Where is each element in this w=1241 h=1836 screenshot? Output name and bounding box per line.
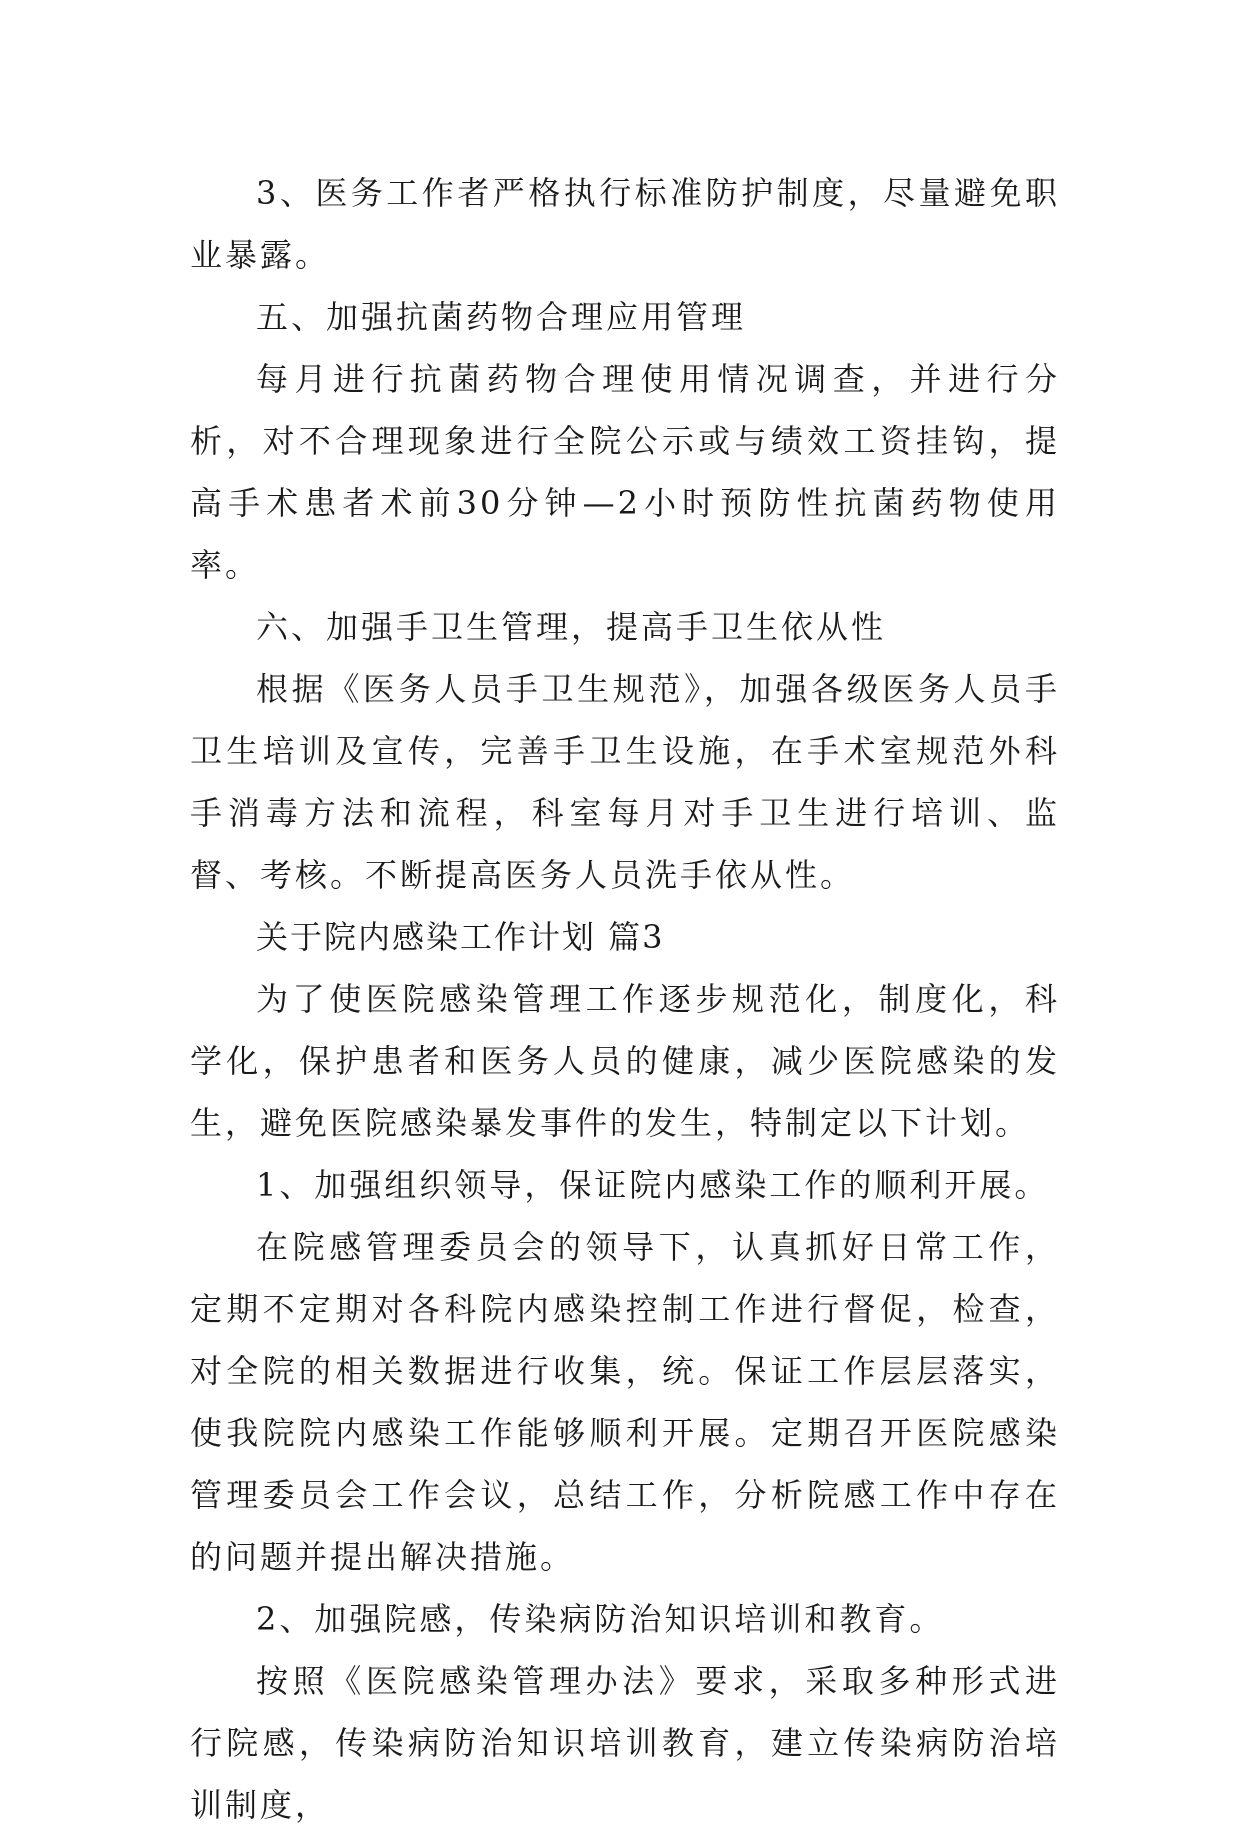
document-body [190, 162, 1060, 1836]
heading-organization-leadership: 1、加强组织领导，保证院内感染工作的顺利开展。 [256, 1166, 1050, 1204]
heading-training-education: 2、加强院感，传染病防治知识培训和教育。 [256, 1600, 945, 1638]
section-title-plan-3: 关于院内感染工作计划 篇3 [256, 918, 665, 956]
paragraph-occupational-exposure: 3、医务工作者严格执行标准防护制度，尽量避免职业暴露。 [190, 174, 1060, 274]
paragraph-hand-hygiene: 根据《医务人员手卫生规范》，加强各级医务人员手卫生培训及宣传，完善手卫生设施，在手术室规范外科手消毒方法和流程，科室每月对手卫生进行培训、监督、考核。不断提高医务人员洗手依从性。 [190, 670, 1060, 894]
paragraph-antibacterial-survey: 每月进行抗菌药物合理使用情况调查，并进行分析，对不合理现象进行全院公示或与绩效工资挂钩，提高手术患者术前30分钟—2小时预防性抗菌药物使用率。 [190, 360, 1060, 584]
heading-antibacterial-management: 五、加强抗菌药物合理应用管理 [256, 298, 747, 336]
heading-hand-hygiene: 六、加强手卫生管理，提高手卫生依从性 [256, 608, 887, 646]
paragraph-plan-intro: 为了使医院感染管理工作逐步规范化，制度化，科学化，保护患者和医务人员的健康，减少医院感染的发生，避免医院感染暴发事件的发生，特制定以下计划。 [190, 980, 1060, 1142]
paragraph-committee-work: 在院感管理委员会的领导下，认真抓好日常工作，定期不定期对各科院内感染控制工作进行督促，检查，对全院的相关数据进行收集，统。保证工作层层落实，使我院院内感染工作能够顺利开展。定期召开医院感染管理委员会工作会议，总结工作，分析院感工作中存在的问题并提出解决措施。 [190, 1228, 1060, 1576]
paragraph-training-system: 按照《医院感染管理办法》要求，采取多种形式进行院感，传染病防治知识培训教育，建立传染病防治培训制度， [190, 1662, 1060, 1824]
